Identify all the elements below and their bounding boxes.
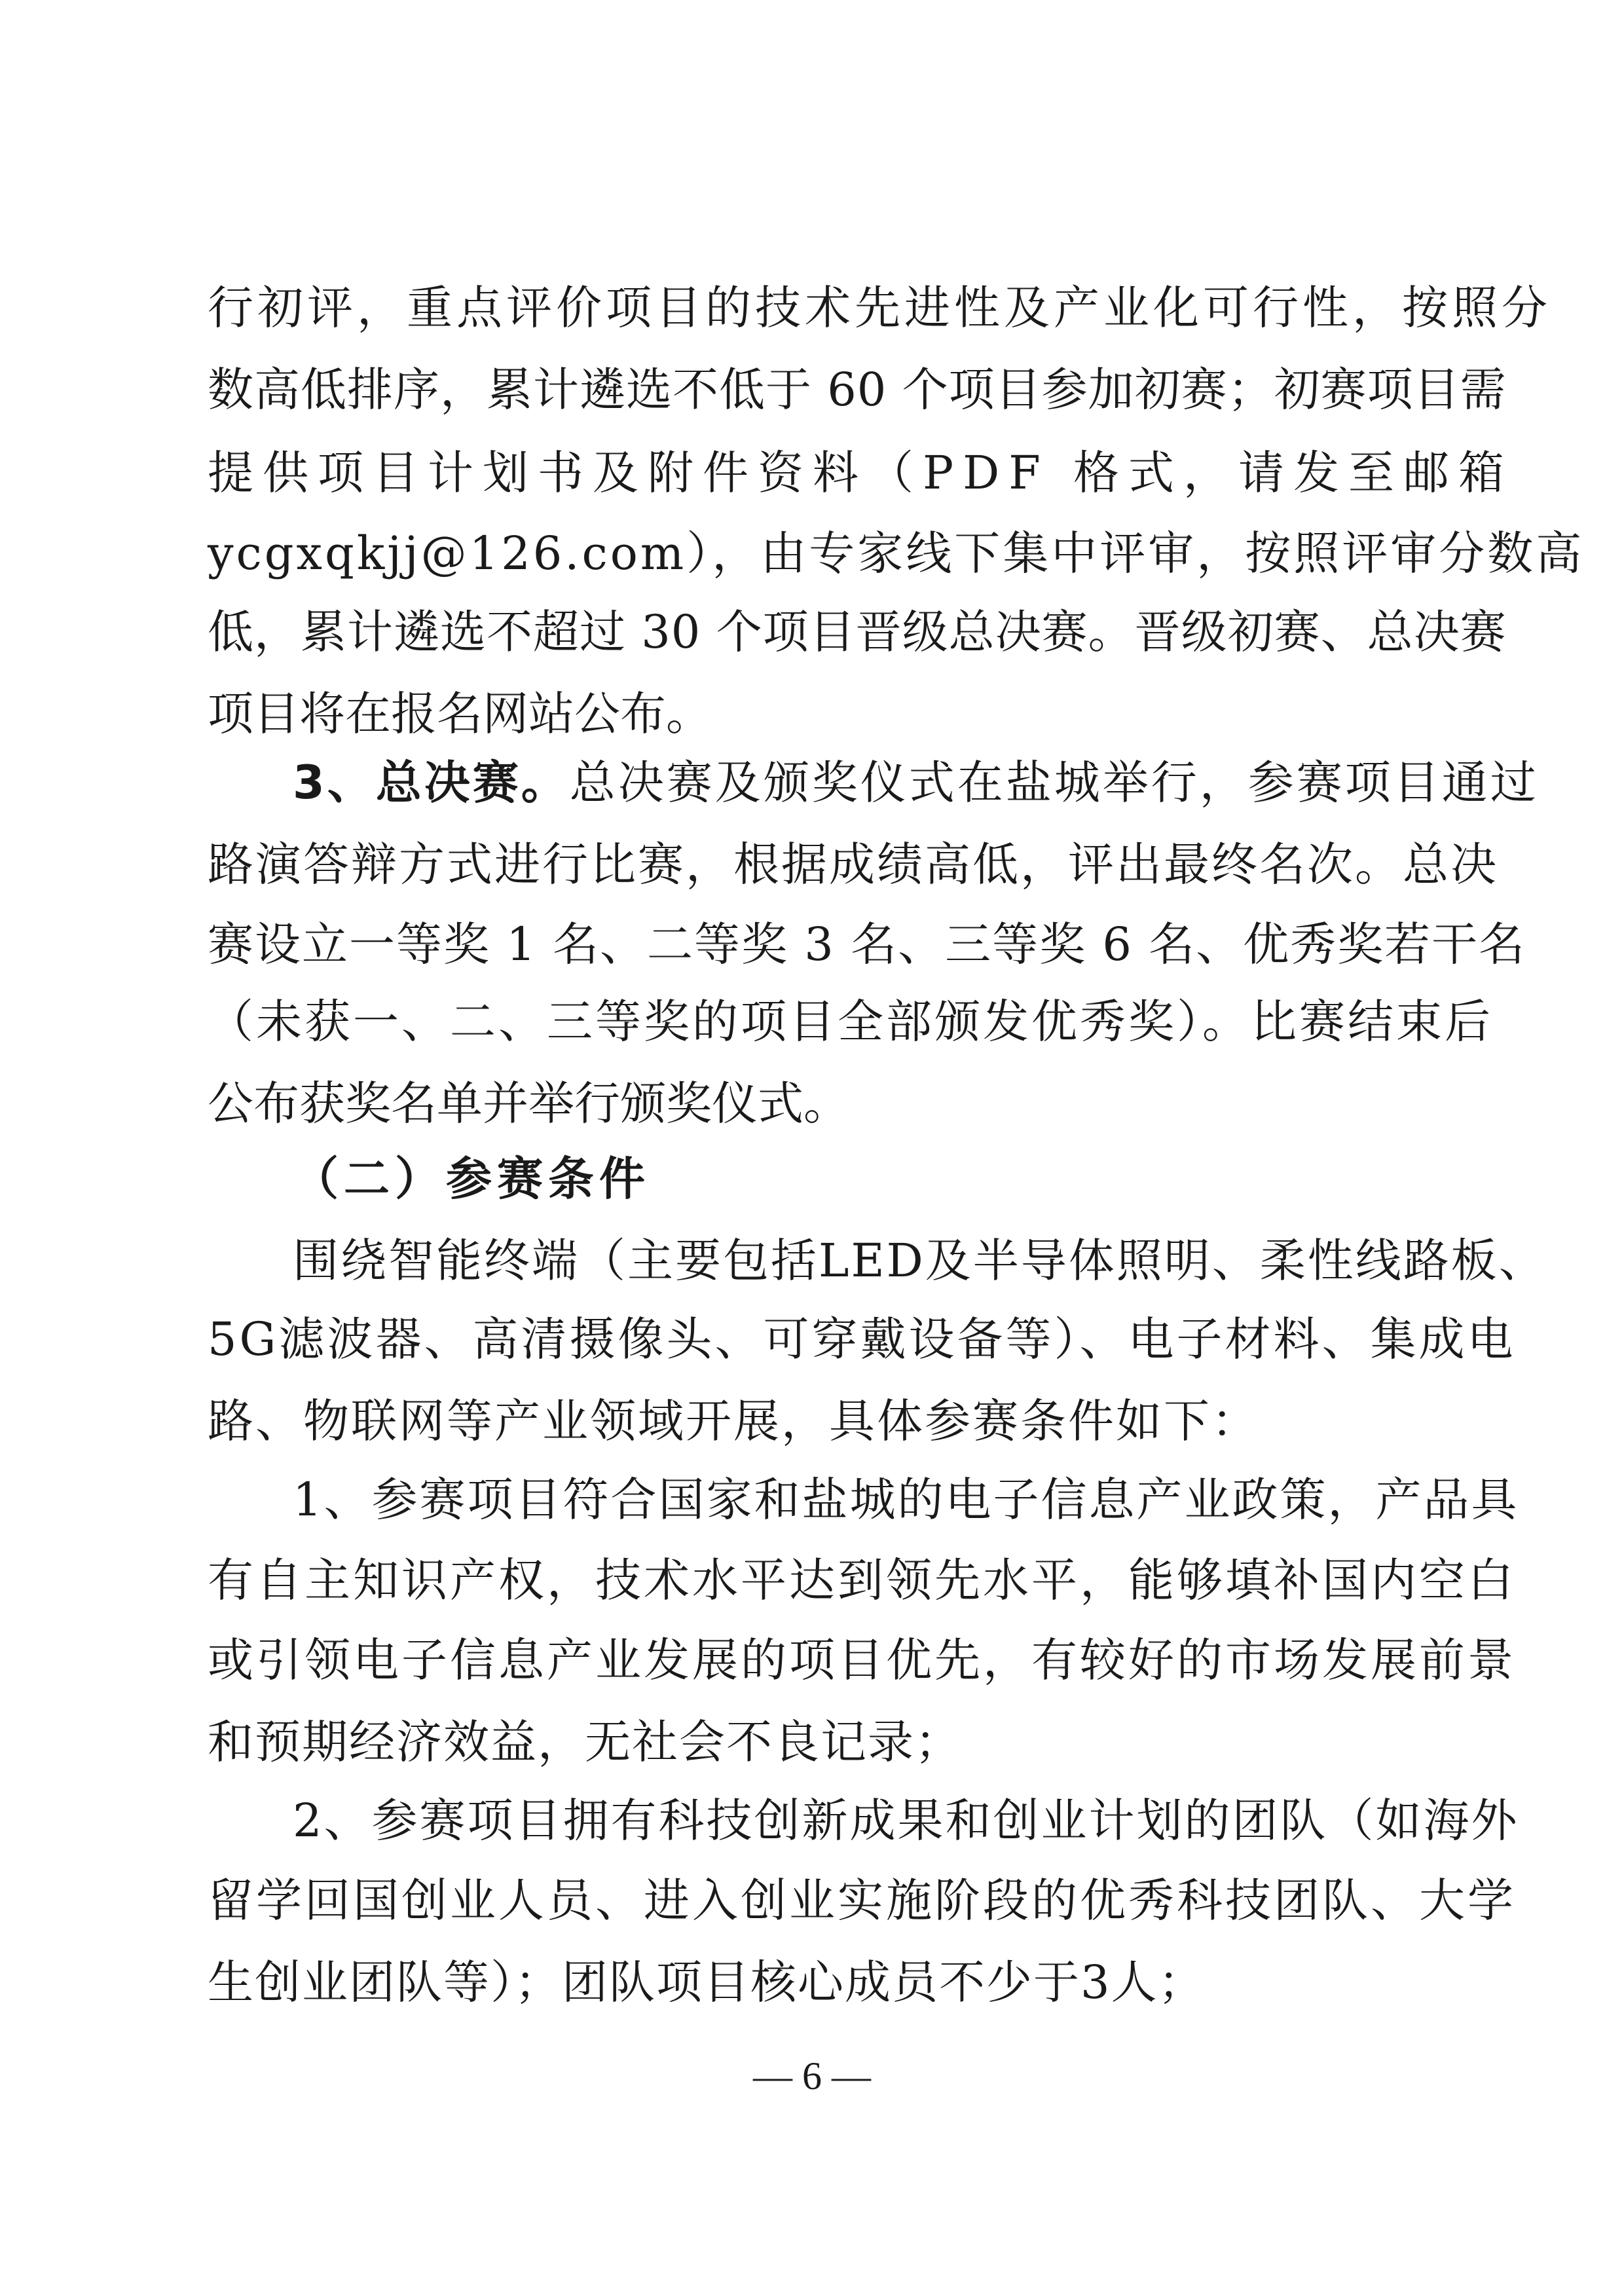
text-line: 2、参赛项目拥有科技创新成果和创业计划的团队（如海外: [293, 1794, 1519, 1847]
text-line: 或引领电子信息产业发展的项目优先，有较好的市场发展前景: [208, 1633, 1516, 1687]
text-line: 数高低排序，累计遴选不低于 60 个项目参加初赛；初赛项目需: [208, 363, 1507, 417]
text-line: 5G滤波器、高清摄像头、可穿戴设备等）、电子材料、集成电: [208, 1312, 1516, 1366]
text-line: 项目将在报名网站公布。: [208, 687, 712, 741]
paragraph-final-round: [293, 753, 1539, 812]
text-line: 路演答辩方式进行比赛，根据成绩高低，评出最终名次。总决: [208, 838, 1498, 891]
text-line: 生创业团队等）；团队项目核心成员不少于3人；: [208, 1955, 1206, 2009]
text-line: 有自主知识产权，技术水平达到领先水平，能够填补国内空白: [208, 1553, 1516, 1607]
text-line: 行初评，重点评价项目的技术先进性及产业化可行性，按照分: [208, 281, 1551, 335]
final-round-heading: 3、总决赛。: [293, 756, 570, 809]
text-line: ycgxqkjj@126.com），由专家线下集中评审，按照评审分数高: [208, 527, 1585, 580]
text-line: 赛设立一等奖 1 名、二等奖 3 名、三等奖 6 名、优秀奖若干名: [208, 917, 1526, 971]
text-line: 和预期经济效益，无社会不良记录；: [208, 1715, 962, 1769]
section-heading-conditions: （二）参赛条件: [293, 1152, 650, 1206]
text-line: 公布获奖名单并举行颁奖仪式。: [208, 1077, 849, 1130]
text-line: 围绕智能终端（主要包括LED及半导体照明、柔性线路板、: [293, 1234, 1547, 1287]
text-line: 1、参赛项目符合国家和盐城的电子信息产业政策，产品具: [293, 1473, 1519, 1527]
page-number: — 6 —: [753, 2054, 871, 2098]
text-line: （未获一、二、三等奖的项目全部颁发优秀奖）。比赛结束后: [208, 995, 1493, 1048]
text-line: 留学回国创业人员、进入创业实施阶段的优秀科技团队、大学: [208, 1874, 1516, 1927]
text-line: 提供项目计划书及附件资料（PDF 格式，请发至邮箱: [208, 446, 1514, 500]
text-line: 路、物联网等产业领域开展，具体参赛条件如下：: [208, 1394, 1259, 1448]
text-line: 总决赛及颁奖仪式在盐城举行，参赛项目通过: [569, 756, 1539, 809]
text-line: 低，累计遴选不超过 30 个项目晋级总决赛。晋级初赛、总决赛: [208, 605, 1507, 659]
